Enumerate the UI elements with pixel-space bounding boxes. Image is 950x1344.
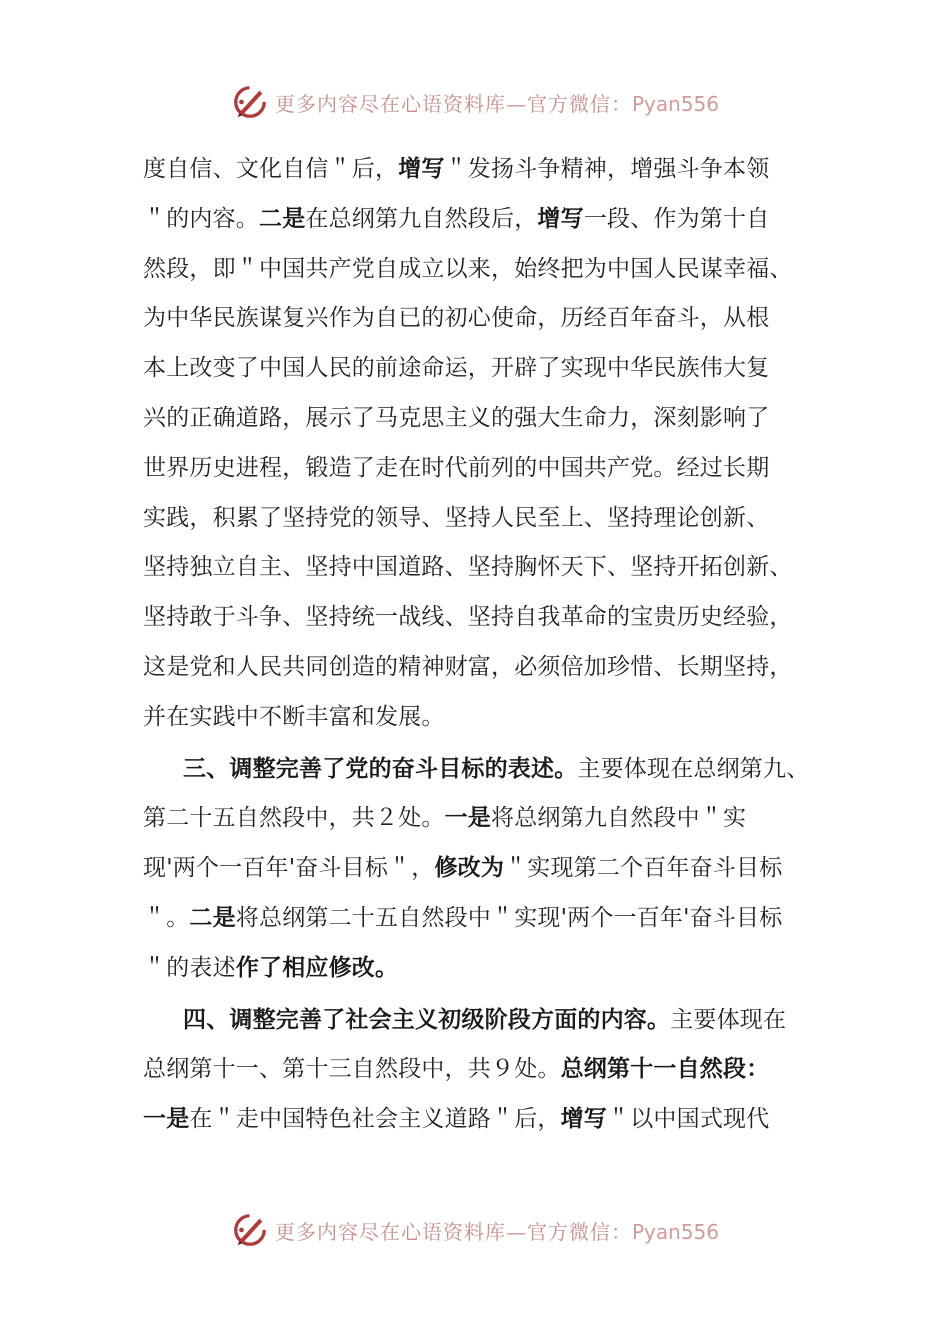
bold-text-segment: 作了相应修改。 [235,954,399,981]
text-line [143,693,823,743]
bold-text-segment: 增写 [560,1106,608,1133]
bold-text-segment: 二是 [259,205,306,232]
text-line [143,394,823,444]
text-segment: 然段，即＂中国共产党自成立以来，始终把为中国人民谋幸福、 [143,255,793,282]
text-line [143,145,823,195]
footer-watermark [0,1208,950,1252]
text-segment: 世界历史进程，锻造了走在时代前列的中国共产党。经过长期 [143,454,770,481]
bold-text-segment: 一是 [143,1106,190,1133]
text-line [143,844,823,894]
text-segment: 为中华民族谋复兴作为自已的初心使命，历经百年奋斗，从根 [143,305,770,332]
text-segment: 主要体现在 [670,1006,787,1033]
text-line [143,1095,823,1145]
text-segment: 一段、作为第十自 [583,205,770,232]
text-segment: ＂发扬斗争精神，增强斗争本领 [444,156,770,182]
bold-text-segment: 一是 [444,805,492,832]
text-segment: ＂的表述 [143,954,236,981]
text-line [143,543,823,593]
text-line [143,494,823,544]
text-line [143,944,823,994]
text-segment: 第二十五自然段中，共２处。 [143,805,445,832]
header-wechat-id: Pyan556 [631,91,719,116]
text-line [143,294,823,344]
text-segment: 主要体现在总纲第九、 [577,755,810,782]
text-segment: 在总纲第九自然段后， [305,205,538,232]
text-segment: ＂。 [143,904,190,931]
text-line [143,195,823,245]
pen-logo-icon [231,83,269,121]
text-line [143,794,823,844]
text-segment: 本上改变了中国人民的前途命运，开辟了实现中华民族伟大复 [143,355,770,382]
text-segment: 兴的正确道路，展示了马克思主义的强大生命力，深刻影响了 [143,404,770,431]
text-segment: 实践，积累了坚持党的领导、坚持人民至上、坚持理论创新、 [143,504,770,531]
text-line [143,344,823,394]
bold-text-segment: 修改为 [434,855,505,882]
bold-text-segment: 三、调整完善了党的奋斗目标的表述。 [183,755,578,782]
text-line [143,1045,823,1095]
text-segment: 现'两个一百年'奋斗目标＂， [143,855,435,882]
pen-logo-icon [231,1211,269,1249]
text-line [143,444,823,494]
text-line [143,245,823,295]
text-line [143,593,823,643]
text-segment: 在＂走中国特色社会主义道路＂后， [189,1106,561,1133]
footer-watermark-text: 更多内容尽在心语资料库—官方微信： [274,1219,632,1244]
text-segment: 将总纲第二十五自然段中＂实现'两个一百年'奋斗目标 [235,904,783,931]
document-body [143,145,823,1145]
bold-text-segment: 总纲第十一自然段： [560,1056,770,1083]
bold-text-segment: 四、调整完善了社会主义初级阶段方面的内容。 [183,1006,671,1033]
header-watermark-text: 更多内容尽在心语资料库—官方微信： [274,91,632,116]
bold-text-segment: 增写 [398,156,445,182]
bold-text-segment: 二是 [189,904,236,931]
text-segment: 坚持独立自主、坚持中国道路、坚持胸怀天下、坚持开拓创新、 [143,554,793,581]
header-watermark [0,80,950,124]
section-heading-line [143,745,823,795]
text-segment: 并在实践中不断丰富和发展。 [143,703,445,730]
text-segment: ＂的内容。 [143,205,259,232]
section-heading-line [143,996,823,1046]
text-segment: 坚持敢于斗争、坚持统一战线、坚持自我革命的宝贵历史经验， [143,604,793,631]
text-line [143,643,823,693]
text-segment: 将总纲第九自然段中＂实 [491,805,747,832]
text-segment: 这是党和人民共同创造的精神财富，必须倍加珍惜、长期坚持， [143,653,793,680]
text-line [143,894,823,944]
text-segment: ＂实现第二个百年奋斗目标 [504,855,783,882]
footer-wechat-id: Pyan556 [631,1219,719,1244]
bold-text-segment: 增写 [537,205,584,232]
text-segment: 总纲第十一、第十三自然段中，共９处。 [143,1056,561,1083]
text-segment: 度自信、文化自信＂后， [143,156,399,182]
text-segment: ＂以中国式现代 [607,1106,770,1133]
